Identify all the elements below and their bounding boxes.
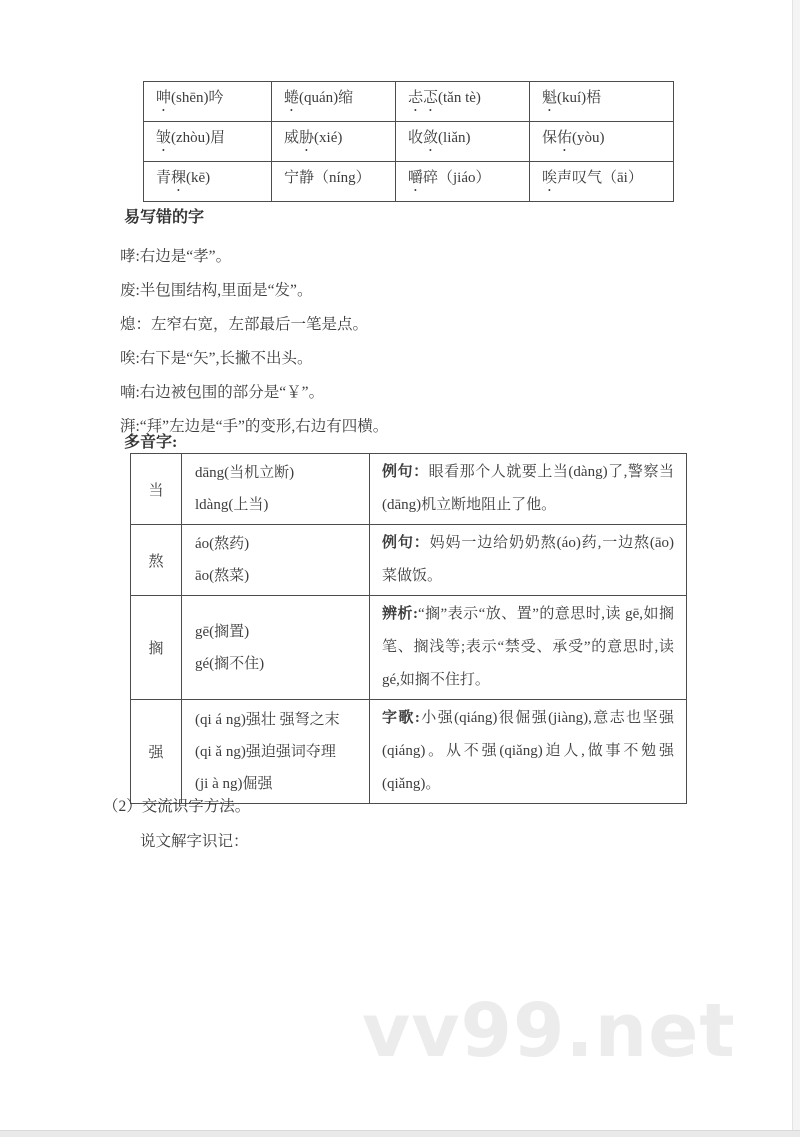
word-text: (kuí)梧 (557, 90, 602, 106)
reading-line: áo(熬药) (195, 536, 250, 552)
emphasized-char: 忐忑 (408, 90, 439, 106)
emphasized-char: 佑 (557, 130, 573, 146)
word-cell (144, 82, 272, 122)
table-row (131, 454, 687, 525)
note-cell (370, 525, 687, 596)
word-text: (quán)缩 (299, 90, 354, 106)
footer-line-1: （2）交流识字方法。 (103, 798, 251, 815)
emphasized-char: 稞 (171, 170, 187, 186)
word-text: 声叹气（āi） (557, 170, 643, 186)
note-label: 辨析: (382, 606, 418, 622)
word-cell (396, 122, 530, 162)
table-row (131, 525, 687, 596)
word-text: (shēn)吟 (171, 90, 224, 106)
note-cell (370, 700, 687, 804)
word-cell (530, 122, 674, 162)
polyphone-heading: 多音字: (124, 434, 178, 451)
polyphone-table (130, 453, 687, 804)
word-text: 宁静（níng） (284, 170, 371, 186)
table-row (144, 122, 674, 162)
footer-lines (103, 789, 250, 859)
readings-cell (182, 454, 370, 525)
emphasized-char: 敛 (423, 130, 439, 146)
polyphone-character: 熬 (131, 525, 182, 596)
table-row (131, 700, 687, 804)
word-text: 青 (156, 170, 172, 186)
miswritten-heading: 易写错的字 (124, 209, 205, 226)
word-cell (144, 122, 272, 162)
page-right-edge (792, 0, 800, 1137)
word-text: (yòu) (572, 130, 605, 146)
readings-cell (182, 596, 370, 700)
table-row (144, 162, 674, 202)
watermark: vv99.net (362, 988, 736, 1074)
reading-line: (qi ǎ ng)强迫强词夺理 (195, 743, 336, 760)
emphasized-char: 唉 (542, 170, 558, 186)
difficult-words-table (143, 81, 674, 202)
readings-cell (182, 525, 370, 596)
word-text: (tǎn tè) (438, 90, 481, 106)
word-cell (396, 162, 530, 202)
word-cell (144, 162, 272, 202)
word-text: 威 (284, 130, 300, 146)
table-row (131, 596, 687, 700)
reading-line: āo(熬菜) (195, 568, 250, 584)
miswritten-item: 唉:右下是“矢”,长撇不出头。 (120, 350, 313, 367)
reading-line: gé(搁不住) (195, 655, 265, 672)
emphasized-char: 蜷 (284, 90, 300, 106)
miswritten-item: 湃:“拜”左边是“手”的变形,右边有四横。 (120, 418, 389, 435)
emphasized-char: 胁 (299, 130, 315, 146)
footer-line-2: 说文解字识记： (140, 833, 249, 850)
reading-line: gē(搁置) (195, 623, 250, 640)
emphasized-char: 呻 (156, 90, 172, 106)
word-text: (kē) (186, 170, 211, 186)
miswritten-item: 熄：左窄右宽，左部最后一笔是点。 (120, 316, 369, 333)
reading-line: (ji à ng)倔强 (195, 775, 273, 792)
word-text: 碎（jiáo） (423, 170, 491, 186)
word-cell (530, 162, 674, 202)
word-cell (272, 122, 396, 162)
table-row (144, 82, 674, 122)
word-text: (zhòu)眉 (171, 130, 226, 146)
note-cell (370, 596, 687, 700)
emphasized-char: 嚼 (408, 170, 424, 186)
word-text: (liǎn) (438, 130, 471, 146)
note-label: 例句： (382, 464, 429, 480)
word-text: 收 (408, 130, 424, 146)
word-text: (xié) (314, 130, 343, 146)
reading-line: ldàng(上当) (195, 497, 269, 513)
word-cell (396, 82, 530, 122)
readings-cell (182, 700, 370, 804)
word-text: 保 (542, 130, 558, 146)
note-text: 眼看那个人就要上当(dàng)了,警察当(dāng)机立断地阻止了他。 (382, 464, 674, 513)
note-label: 字歌: (382, 710, 420, 726)
word-cell (272, 82, 396, 122)
polyphone-character: 强 (131, 700, 182, 804)
page-bottom-edge (0, 1130, 800, 1137)
emphasized-char: 皱 (156, 130, 172, 146)
polyphone-character: 搁 (131, 596, 182, 700)
word-cell (530, 82, 674, 122)
polyphone-character: 当 (131, 454, 182, 525)
note-text: 妈妈一边给奶奶熬(áo)药,一边熬(āo)菜做饭。 (382, 535, 674, 584)
note-text: “搁”表示“放、置”的意思时,读 gē,如搁笔、搁浅等;表示“禁受、承受”的意思时,读 gé,如搁不住打。 (382, 606, 674, 688)
note-cell (370, 454, 687, 525)
note-label: 例句： (382, 535, 430, 551)
miswritten-item: 哮:右边是“孝”。 (120, 248, 232, 265)
miswritten-item: 废:半包围结构,里面是“发”。 (120, 282, 313, 299)
emphasized-char: 魁 (542, 90, 558, 106)
miswritten-item: 喃:右边被包围的部分是“￥”。 (120, 384, 325, 401)
reading-line: (qi á ng)强壮 强弩之末 (195, 711, 340, 728)
note-text: 小强(qiáng)很倔强(jiàng),意志也坚强(qiáng)。从不强(qiǎng)迫人,做事不勉强(qiǎng)。 (382, 710, 674, 792)
word-cell (272, 162, 396, 202)
miswritten-section (120, 204, 388, 444)
reading-line: dāng(当机立断) (195, 465, 295, 481)
